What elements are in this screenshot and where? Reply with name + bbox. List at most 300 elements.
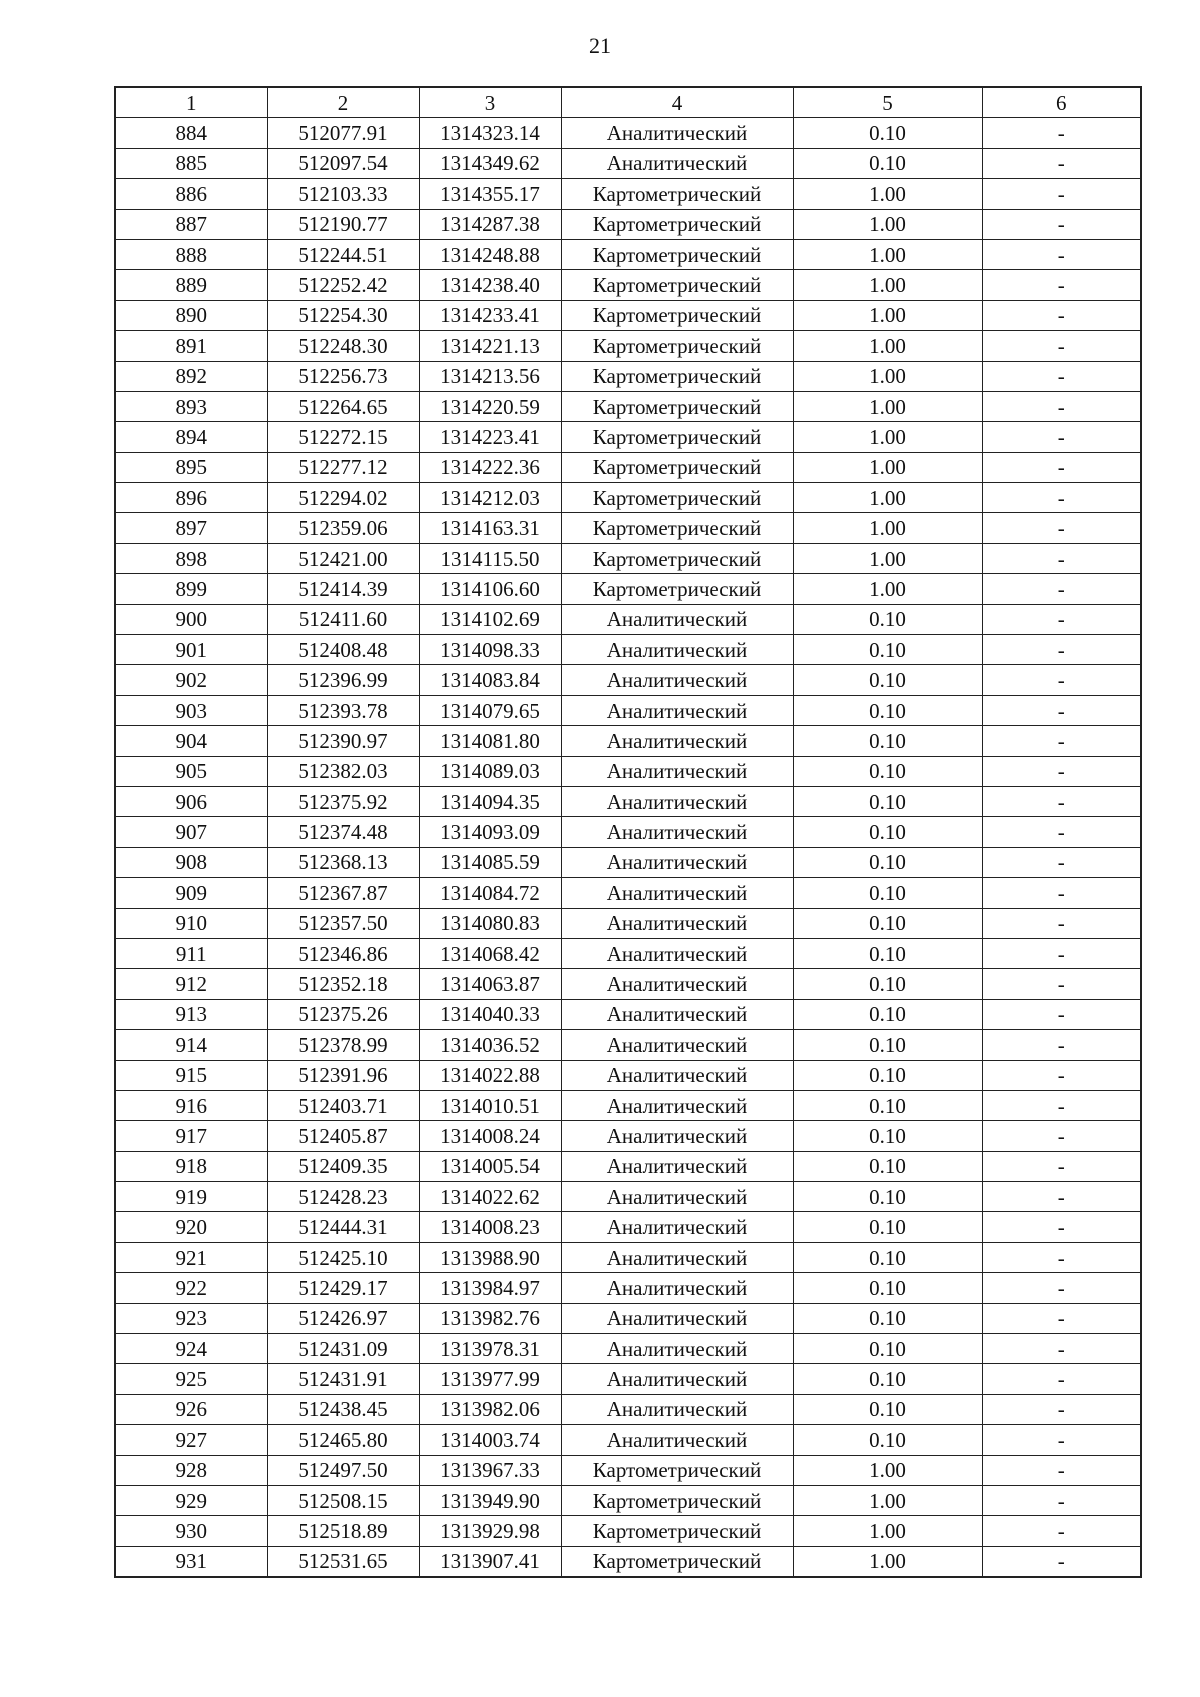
note-cell: - <box>982 1334 1141 1364</box>
x-coordinate-cell: 512352.18 <box>267 969 419 999</box>
method-cell: Картометрический <box>561 270 793 300</box>
table-row <box>115 665 1141 695</box>
point-number-cell: 903 <box>115 695 267 725</box>
point-number-cell: 931 <box>115 1546 267 1577</box>
y-coordinate-cell: 1313949.90 <box>419 1485 561 1515</box>
point-number-cell: 899 <box>115 574 267 604</box>
table-row <box>115 1060 1141 1090</box>
accuracy-cell: 0.10 <box>793 938 982 968</box>
table-row <box>115 1090 1141 1120</box>
y-coordinate-cell: 1314022.88 <box>419 1060 561 1090</box>
x-coordinate-cell: 512190.77 <box>267 209 419 239</box>
column-header: 3 <box>419 87 561 118</box>
method-cell: Аналитический <box>561 847 793 877</box>
point-number-cell: 901 <box>115 635 267 665</box>
accuracy-cell: 1.00 <box>793 209 982 239</box>
note-cell: - <box>982 422 1141 452</box>
x-coordinate-cell: 512405.87 <box>267 1121 419 1151</box>
y-coordinate-cell: 1314079.65 <box>419 695 561 725</box>
note-cell: - <box>982 1090 1141 1120</box>
note-cell: - <box>982 1151 1141 1181</box>
table-row <box>115 635 1141 665</box>
note-cell: - <box>982 391 1141 421</box>
y-coordinate-cell: 1314094.35 <box>419 786 561 816</box>
table-row <box>115 513 1141 543</box>
accuracy-cell: 1.00 <box>793 513 982 543</box>
accuracy-cell: 0.10 <box>793 1030 982 1060</box>
table-row <box>115 239 1141 269</box>
x-coordinate-cell: 512426.97 <box>267 1303 419 1333</box>
y-coordinate-cell: 1314102.69 <box>419 604 561 634</box>
accuracy-cell: 1.00 <box>793 1485 982 1515</box>
y-coordinate-cell: 1314233.41 <box>419 300 561 330</box>
note-cell: - <box>982 300 1141 330</box>
accuracy-cell: 1.00 <box>793 543 982 573</box>
note-cell: - <box>982 270 1141 300</box>
note-cell: - <box>982 1485 1141 1515</box>
table-row <box>115 361 1141 391</box>
table-row <box>115 604 1141 634</box>
note-cell: - <box>982 209 1141 239</box>
note-cell: - <box>982 179 1141 209</box>
accuracy-cell: 1.00 <box>793 574 982 604</box>
x-coordinate-cell: 512428.23 <box>267 1182 419 1212</box>
point-number-cell: 910 <box>115 908 267 938</box>
note-cell: - <box>982 1516 1141 1546</box>
y-coordinate-cell: 1313982.06 <box>419 1394 561 1424</box>
x-coordinate-cell: 512256.73 <box>267 361 419 391</box>
method-cell: Картометрический <box>561 1546 793 1577</box>
x-coordinate-cell: 512531.65 <box>267 1546 419 1577</box>
x-coordinate-cell: 512294.02 <box>267 483 419 513</box>
method-cell: Аналитический <box>561 1182 793 1212</box>
table-row <box>115 483 1141 513</box>
note-cell: - <box>982 847 1141 877</box>
table-row <box>115 1394 1141 1424</box>
y-coordinate-cell: 1314355.17 <box>419 179 561 209</box>
column-header: 5 <box>793 87 982 118</box>
x-coordinate-cell: 512264.65 <box>267 391 419 421</box>
point-number-cell: 927 <box>115 1425 267 1455</box>
point-number-cell: 907 <box>115 817 267 847</box>
accuracy-cell: 0.10 <box>793 1334 982 1364</box>
table-row <box>115 847 1141 877</box>
x-coordinate-cell: 512465.80 <box>267 1425 419 1455</box>
method-cell: Картометрический <box>561 1516 793 1546</box>
point-number-cell: 889 <box>115 270 267 300</box>
accuracy-cell: 1.00 <box>793 179 982 209</box>
accuracy-cell: 0.10 <box>793 817 982 847</box>
note-cell: - <box>982 695 1141 725</box>
table-row <box>115 1182 1141 1212</box>
y-coordinate-cell: 1314036.52 <box>419 1030 561 1060</box>
accuracy-cell: 1.00 <box>793 331 982 361</box>
x-coordinate-cell: 512497.50 <box>267 1455 419 1485</box>
y-coordinate-cell: 1314083.84 <box>419 665 561 695</box>
table-row <box>115 908 1141 938</box>
y-coordinate-cell: 1313984.97 <box>419 1273 561 1303</box>
method-cell: Аналитический <box>561 1090 793 1120</box>
method-cell: Аналитический <box>561 635 793 665</box>
note-cell: - <box>982 1455 1141 1485</box>
table-row <box>115 574 1141 604</box>
note-cell: - <box>982 726 1141 756</box>
method-cell: Аналитический <box>561 1425 793 1455</box>
method-cell: Картометрический <box>561 1485 793 1515</box>
y-coordinate-cell: 1314084.72 <box>419 878 561 908</box>
x-coordinate-cell: 512508.15 <box>267 1485 419 1515</box>
method-cell: Аналитический <box>561 1364 793 1394</box>
accuracy-cell: 0.10 <box>793 1060 982 1090</box>
accuracy-cell: 0.10 <box>793 999 982 1029</box>
note-cell: - <box>982 1364 1141 1394</box>
point-number-cell: 896 <box>115 483 267 513</box>
y-coordinate-cell: 1314005.54 <box>419 1151 561 1181</box>
note-cell: - <box>982 786 1141 816</box>
accuracy-cell: 1.00 <box>793 452 982 482</box>
note-cell: - <box>982 969 1141 999</box>
method-cell: Аналитический <box>561 969 793 999</box>
x-coordinate-cell: 512378.99 <box>267 1030 419 1060</box>
method-cell: Аналитический <box>561 1212 793 1242</box>
y-coordinate-cell: 1314223.41 <box>419 422 561 452</box>
method-cell: Аналитический <box>561 786 793 816</box>
accuracy-cell: 0.10 <box>793 695 982 725</box>
x-coordinate-cell: 512375.92 <box>267 786 419 816</box>
x-coordinate-cell: 512444.31 <box>267 1212 419 1242</box>
y-coordinate-cell: 1314008.24 <box>419 1121 561 1151</box>
y-coordinate-cell: 1313988.90 <box>419 1242 561 1272</box>
table-row <box>115 726 1141 756</box>
y-coordinate-cell: 1314212.03 <box>419 483 561 513</box>
method-cell: Картометрический <box>561 179 793 209</box>
table-row <box>115 391 1141 421</box>
point-number-cell: 914 <box>115 1030 267 1060</box>
y-coordinate-cell: 1314093.09 <box>419 817 561 847</box>
point-number-cell: 897 <box>115 513 267 543</box>
table-row <box>115 878 1141 908</box>
x-coordinate-cell: 512414.39 <box>267 574 419 604</box>
accuracy-cell: 0.10 <box>793 726 982 756</box>
x-coordinate-cell: 512396.99 <box>267 665 419 695</box>
point-number-cell: 928 <box>115 1455 267 1485</box>
y-coordinate-cell: 1314098.33 <box>419 635 561 665</box>
y-coordinate-cell: 1314287.38 <box>419 209 561 239</box>
table-row <box>115 331 1141 361</box>
method-cell: Аналитический <box>561 1394 793 1424</box>
point-number-cell: 919 <box>115 1182 267 1212</box>
x-coordinate-cell: 512438.45 <box>267 1394 419 1424</box>
y-coordinate-cell: 1313982.76 <box>419 1303 561 1333</box>
method-cell: Картометрический <box>561 300 793 330</box>
table-row <box>115 422 1141 452</box>
accuracy-cell: 0.10 <box>793 118 982 148</box>
y-coordinate-cell: 1314323.14 <box>419 118 561 148</box>
note-cell: - <box>982 483 1141 513</box>
y-coordinate-cell: 1314106.60 <box>419 574 561 604</box>
point-number-cell: 893 <box>115 391 267 421</box>
y-coordinate-cell: 1314220.59 <box>419 391 561 421</box>
point-number-cell: 908 <box>115 847 267 877</box>
point-number-cell: 885 <box>115 148 267 178</box>
x-coordinate-cell: 512431.91 <box>267 1364 419 1394</box>
point-number-cell: 913 <box>115 999 267 1029</box>
point-number-cell: 895 <box>115 452 267 482</box>
table-row <box>115 1485 1141 1515</box>
note-cell: - <box>982 1030 1141 1060</box>
accuracy-cell: 0.10 <box>793 786 982 816</box>
method-cell: Аналитический <box>561 695 793 725</box>
y-coordinate-cell: 1314163.31 <box>419 513 561 543</box>
x-coordinate-cell: 512431.09 <box>267 1334 419 1364</box>
y-coordinate-cell: 1313977.99 <box>419 1364 561 1394</box>
point-number-cell: 884 <box>115 118 267 148</box>
method-cell: Картометрический <box>561 239 793 269</box>
method-cell: Аналитический <box>561 756 793 786</box>
x-coordinate-cell: 512244.51 <box>267 239 419 269</box>
table-row <box>115 1273 1141 1303</box>
note-cell: - <box>982 1060 1141 1090</box>
accuracy-cell: 1.00 <box>793 270 982 300</box>
note-cell: - <box>982 1546 1141 1577</box>
point-number-cell: 888 <box>115 239 267 269</box>
method-cell: Аналитический <box>561 1273 793 1303</box>
note-cell: - <box>982 999 1141 1029</box>
table-row <box>115 1121 1141 1151</box>
y-coordinate-cell: 1314248.88 <box>419 239 561 269</box>
column-header: 2 <box>267 87 419 118</box>
method-cell: Аналитический <box>561 118 793 148</box>
table-row <box>115 1303 1141 1333</box>
method-cell: Аналитический <box>561 878 793 908</box>
table-row <box>115 179 1141 209</box>
x-coordinate-cell: 512103.33 <box>267 179 419 209</box>
note-cell: - <box>982 513 1141 543</box>
point-number-cell: 916 <box>115 1090 267 1120</box>
method-cell: Картометрический <box>561 391 793 421</box>
method-cell: Аналитический <box>561 1242 793 1272</box>
accuracy-cell: 0.10 <box>793 908 982 938</box>
point-number-cell: 891 <box>115 331 267 361</box>
accuracy-cell: 0.10 <box>793 1182 982 1212</box>
y-coordinate-cell: 1314010.51 <box>419 1090 561 1120</box>
table-row <box>115 209 1141 239</box>
note-cell: - <box>982 817 1141 847</box>
y-coordinate-cell: 1314085.59 <box>419 847 561 877</box>
table-row <box>115 270 1141 300</box>
method-cell: Картометрический <box>561 361 793 391</box>
method-cell: Аналитический <box>561 908 793 938</box>
accuracy-cell: 1.00 <box>793 239 982 269</box>
accuracy-cell: 0.10 <box>793 1394 982 1424</box>
x-coordinate-cell: 512346.86 <box>267 938 419 968</box>
accuracy-cell: 0.10 <box>793 148 982 178</box>
x-coordinate-cell: 512390.97 <box>267 726 419 756</box>
coordinates-table <box>114 86 1142 1578</box>
point-number-cell: 900 <box>115 604 267 634</box>
method-cell: Картометрический <box>561 1455 793 1485</box>
point-number-cell: 905 <box>115 756 267 786</box>
table-row <box>115 817 1141 847</box>
accuracy-cell: 0.10 <box>793 1090 982 1120</box>
table-row <box>115 786 1141 816</box>
y-coordinate-cell: 1314003.74 <box>419 1425 561 1455</box>
column-header: 6 <box>982 87 1141 118</box>
point-number-cell: 925 <box>115 1364 267 1394</box>
x-coordinate-cell: 512411.60 <box>267 604 419 634</box>
header-row <box>115 87 1141 118</box>
x-coordinate-cell: 512357.50 <box>267 908 419 938</box>
note-cell: - <box>982 908 1141 938</box>
point-number-cell: 924 <box>115 1334 267 1364</box>
accuracy-cell: 0.10 <box>793 1273 982 1303</box>
y-coordinate-cell: 1314089.03 <box>419 756 561 786</box>
y-coordinate-cell: 1314115.50 <box>419 543 561 573</box>
x-coordinate-cell: 512429.17 <box>267 1273 419 1303</box>
method-cell: Картометрический <box>561 452 793 482</box>
table-row <box>115 1242 1141 1272</box>
x-coordinate-cell: 512374.48 <box>267 817 419 847</box>
accuracy-cell: 0.10 <box>793 665 982 695</box>
table-row <box>115 118 1141 148</box>
accuracy-cell: 0.10 <box>793 1242 982 1272</box>
table-row <box>115 1546 1141 1577</box>
table-row <box>115 148 1141 178</box>
note-cell: - <box>982 665 1141 695</box>
accuracy-cell: 0.10 <box>793 635 982 665</box>
accuracy-cell: 0.10 <box>793 847 982 877</box>
y-coordinate-cell: 1314222.36 <box>419 452 561 482</box>
y-coordinate-cell: 1313907.41 <box>419 1546 561 1577</box>
accuracy-cell: 0.10 <box>793 1212 982 1242</box>
point-number-cell: 912 <box>115 969 267 999</box>
method-cell: Аналитический <box>561 1030 793 1060</box>
x-coordinate-cell: 512425.10 <box>267 1242 419 1272</box>
point-number-cell: 929 <box>115 1485 267 1515</box>
accuracy-cell: 0.10 <box>793 969 982 999</box>
accuracy-cell: 0.10 <box>793 878 982 908</box>
accuracy-cell: 1.00 <box>793 483 982 513</box>
accuracy-cell: 1.00 <box>793 1546 982 1577</box>
accuracy-cell: 1.00 <box>793 1516 982 1546</box>
point-number-cell: 886 <box>115 179 267 209</box>
method-cell: Аналитический <box>561 817 793 847</box>
point-number-cell: 918 <box>115 1151 267 1181</box>
table-row <box>115 300 1141 330</box>
note-cell: - <box>982 1121 1141 1151</box>
table-row <box>115 1212 1141 1242</box>
x-coordinate-cell: 512254.30 <box>267 300 419 330</box>
table-row <box>115 969 1141 999</box>
accuracy-cell: 1.00 <box>793 1455 982 1485</box>
note-cell: - <box>982 452 1141 482</box>
x-coordinate-cell: 512391.96 <box>267 1060 419 1090</box>
x-coordinate-cell: 512393.78 <box>267 695 419 725</box>
method-cell: Картометрический <box>561 331 793 361</box>
method-cell: Картометрический <box>561 209 793 239</box>
note-cell: - <box>982 1212 1141 1242</box>
note-cell: - <box>982 118 1141 148</box>
note-cell: - <box>982 331 1141 361</box>
method-cell: Картометрический <box>561 543 793 573</box>
table-row <box>115 1364 1141 1394</box>
method-cell: Аналитический <box>561 148 793 178</box>
method-cell: Аналитический <box>561 999 793 1029</box>
point-number-cell: 923 <box>115 1303 267 1333</box>
note-cell: - <box>982 148 1141 178</box>
point-number-cell: 921 <box>115 1242 267 1272</box>
accuracy-cell: 0.10 <box>793 1425 982 1455</box>
accuracy-cell: 1.00 <box>793 300 982 330</box>
point-number-cell: 915 <box>115 1060 267 1090</box>
x-coordinate-cell: 512277.12 <box>267 452 419 482</box>
x-coordinate-cell: 512272.15 <box>267 422 419 452</box>
table-row <box>115 543 1141 573</box>
accuracy-cell: 0.10 <box>793 1303 982 1333</box>
method-cell: Картометрический <box>561 513 793 543</box>
y-coordinate-cell: 1314022.62 <box>419 1182 561 1212</box>
y-coordinate-cell: 1314080.83 <box>419 908 561 938</box>
table-row <box>115 695 1141 725</box>
x-coordinate-cell: 512248.30 <box>267 331 419 361</box>
table-row <box>115 1455 1141 1485</box>
method-cell: Картометрический <box>561 574 793 604</box>
y-coordinate-cell: 1314238.40 <box>419 270 561 300</box>
accuracy-cell: 0.10 <box>793 1151 982 1181</box>
table-row <box>115 1334 1141 1364</box>
accuracy-cell: 1.00 <box>793 422 982 452</box>
table-row <box>115 452 1141 482</box>
x-coordinate-cell: 512368.13 <box>267 847 419 877</box>
method-cell: Аналитический <box>561 1060 793 1090</box>
point-number-cell: 904 <box>115 726 267 756</box>
point-number-cell: 890 <box>115 300 267 330</box>
accuracy-cell: 0.10 <box>793 1121 982 1151</box>
y-coordinate-cell: 1313967.33 <box>419 1455 561 1485</box>
method-cell: Аналитический <box>561 1303 793 1333</box>
note-cell: - <box>982 1273 1141 1303</box>
accuracy-cell: 1.00 <box>793 361 982 391</box>
y-coordinate-cell: 1314068.42 <box>419 938 561 968</box>
note-cell: - <box>982 1182 1141 1212</box>
y-coordinate-cell: 1313929.98 <box>419 1516 561 1546</box>
method-cell: Аналитический <box>561 665 793 695</box>
column-header: 1 <box>115 87 267 118</box>
x-coordinate-cell: 512359.06 <box>267 513 419 543</box>
accuracy-cell: 0.10 <box>793 604 982 634</box>
x-coordinate-cell: 512382.03 <box>267 756 419 786</box>
x-coordinate-cell: 512409.35 <box>267 1151 419 1181</box>
x-coordinate-cell: 512375.26 <box>267 999 419 1029</box>
note-cell: - <box>982 1303 1141 1333</box>
point-number-cell: 887 <box>115 209 267 239</box>
x-coordinate-cell: 512252.42 <box>267 270 419 300</box>
note-cell: - <box>982 239 1141 269</box>
note-cell: - <box>982 1242 1141 1272</box>
method-cell: Аналитический <box>561 604 793 634</box>
method-cell: Аналитический <box>561 726 793 756</box>
y-coordinate-cell: 1314040.33 <box>419 999 561 1029</box>
point-number-cell: 909 <box>115 878 267 908</box>
x-coordinate-cell: 512403.71 <box>267 1090 419 1120</box>
point-number-cell: 898 <box>115 543 267 573</box>
point-number-cell: 922 <box>115 1273 267 1303</box>
note-cell: - <box>982 756 1141 786</box>
x-coordinate-cell: 512097.54 <box>267 148 419 178</box>
point-number-cell: 920 <box>115 1212 267 1242</box>
note-cell: - <box>982 574 1141 604</box>
point-number-cell: 892 <box>115 361 267 391</box>
